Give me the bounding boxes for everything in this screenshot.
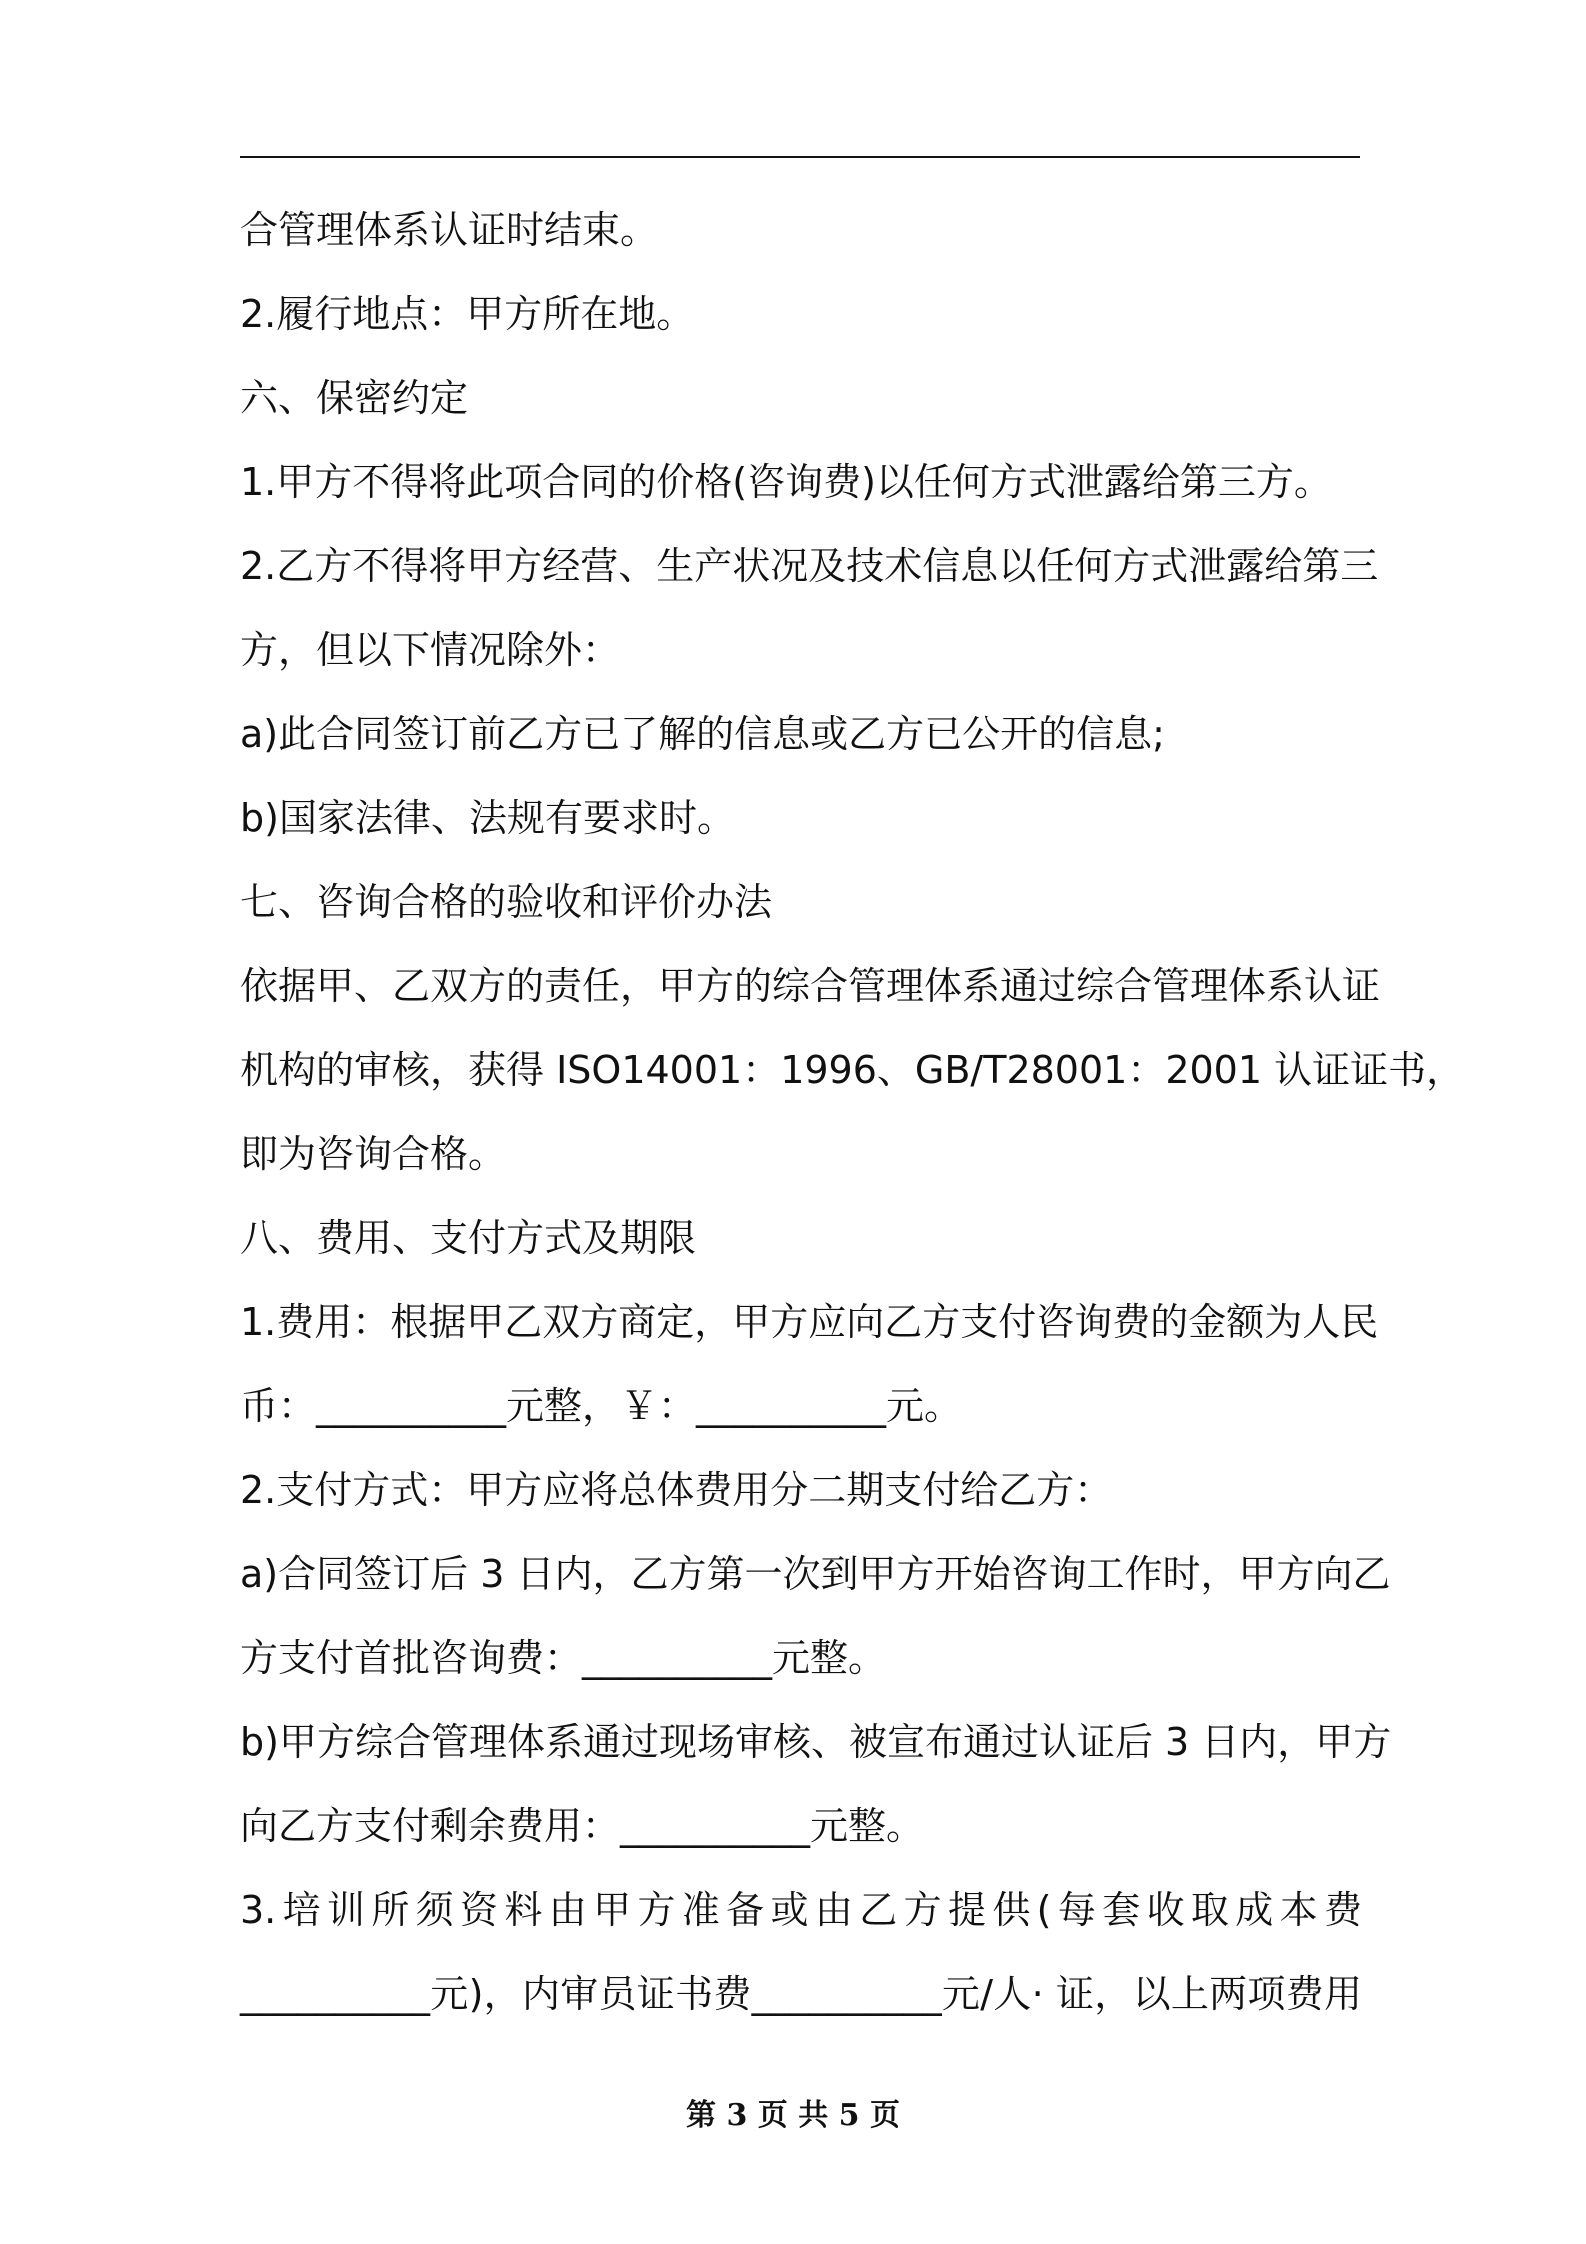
section-heading: 六、保密约定 bbox=[240, 376, 469, 420]
text-line: 向乙方支付剩余费用：__________元整。 bbox=[240, 1804, 925, 1848]
section-heading: 七、咨询合格的验收和评价办法 bbox=[240, 880, 773, 924]
section-heading: 八、费用、支付方式及期限 bbox=[240, 1216, 697, 1260]
text-line: 合管理体系认证时结束。 bbox=[240, 208, 659, 252]
text-line: 2.履行地点：甲方所在地。 bbox=[240, 292, 695, 336]
text-line: 3.培训所须资料由甲方准备或由乙方提供(每套收取成本费 bbox=[240, 1888, 1362, 1932]
header-rule bbox=[240, 156, 1360, 158]
text-line: 依据甲、乙双方的责任，甲方的综合管理体系通过综合管理体系认证 bbox=[240, 964, 1381, 1008]
text-line: 1.费用：根据甲乙双方商定，甲方应向乙方支付咨询费的金额为人民 bbox=[240, 1300, 1379, 1344]
text-line: 2.乙方不得将甲方经营、生产状况及技术信息以任何方式泄露给第三 bbox=[240, 544, 1379, 588]
text-line: b)甲方综合管理体系通过现场审核、被宣布通过认证后 3 日内，甲方 bbox=[240, 1720, 1392, 1764]
text-line: 机构的审核，获得 ISO14001：1996、GB/T28001：2001 认证证书， bbox=[240, 1048, 1465, 1092]
text-line: __________元)，内审员证书费__________元/人· 证，以上两项费用 bbox=[240, 1972, 1362, 2016]
text-line: 方，但以下情况除外： bbox=[240, 628, 621, 672]
document-body bbox=[240, 188, 1465, 2036]
text-line: 1.甲方不得将此项合同的价格(咨询费)以任何方式泄露给第三方。 bbox=[240, 460, 1332, 504]
text-line: a)此合同签订前乙方已了解的信息或乙方已公开的信息; bbox=[240, 712, 1165, 756]
text-line: a)合同签订后 3 日内，乙方第一次到甲方开始咨询工作时，甲方向乙 bbox=[240, 1552, 1391, 1596]
page-number: 第 3 页 共 5 页 bbox=[686, 2098, 900, 2133]
text-line: 币：__________元整，￥：__________元。 bbox=[240, 1384, 963, 1428]
text-line: 方支付首批咨询费：__________元整。 bbox=[240, 1636, 887, 1680]
text-line: b)国家法律、法规有要求时。 bbox=[240, 796, 735, 840]
text-line: 2.支付方式：甲方应将总体费用分二期支付给乙方： bbox=[240, 1468, 1113, 1512]
text-line: 即为咨询合格。 bbox=[240, 1132, 507, 1176]
